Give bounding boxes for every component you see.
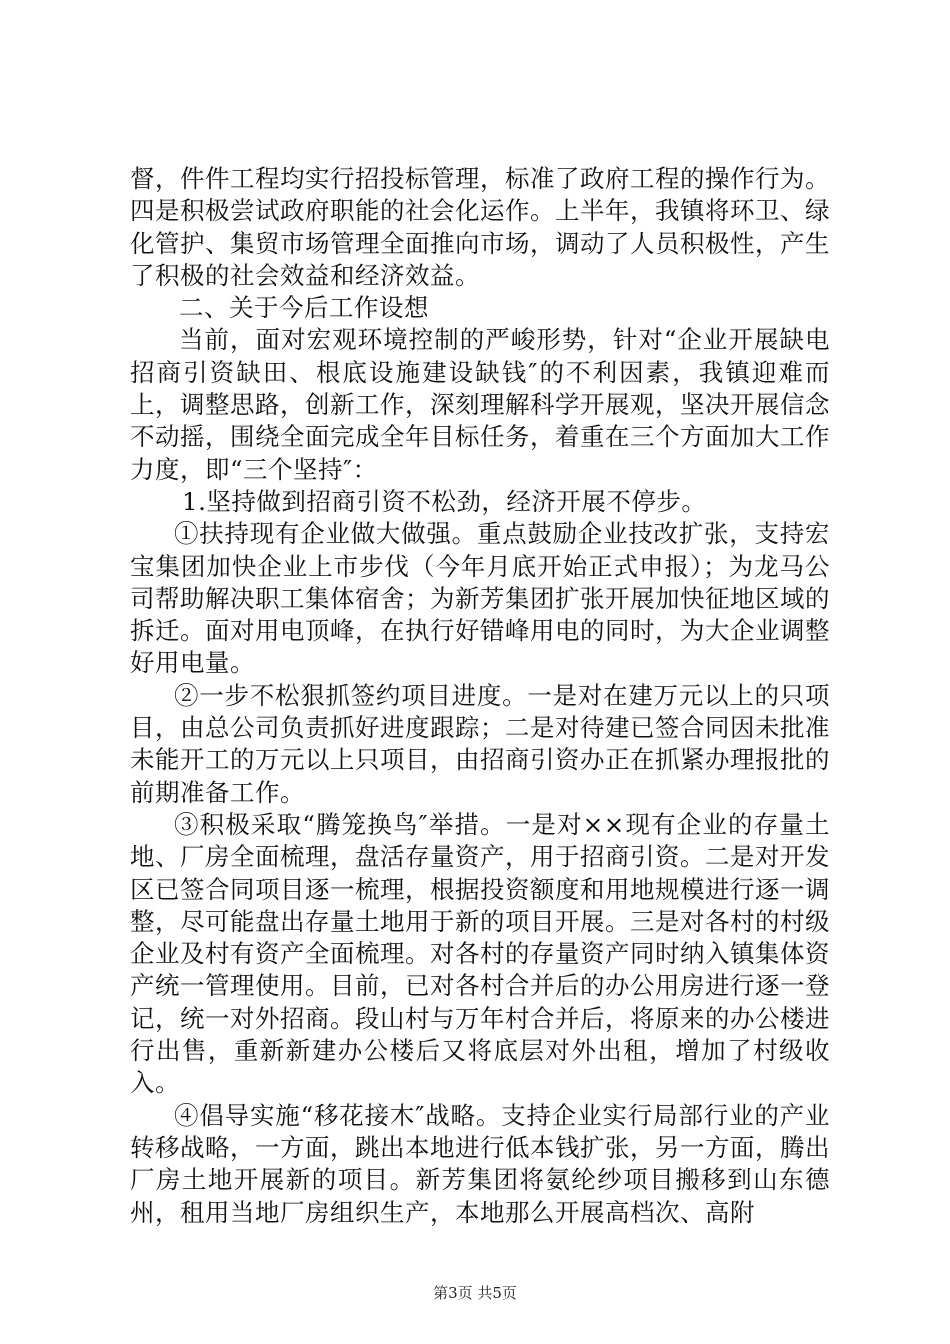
list-item: ③积极采取“腾笼换鸟″举措。一是对××现有企业的存量土地、厂房全面梳理，盘活存量资产，用于招商引资。二是对开发区已签合同项目逐一梳理，根据投资额度和用地规模进行逐一调整，尽可能盘出存量土地用于新的项目开展。三是对各村的村级企业及村有资产全面梳理。对各村的存量资产同时纳入镇集体资产统一管理使用。目前，已对各村合并后的办公用房进行逐一登记，统一对外招商。段山村与万年村合并后，将原来的办公楼进行出售，重新新建办公楼后又将底层对外出租，增加了村级收入。 [130, 809, 830, 1098]
list-item: ④倡导实施“移花接木″战略。支持企业实行局部行业的产业转移战略，一方面，跳出本地进行低本钱扩张，另一方面，腾出厂房土地开展新的项目。新芳集团将氨纶纱项目搬移到山东德州，租用当地厂房组织生产，本地那么开展高档次、高附 [130, 1100, 830, 1227]
document-body [130, 163, 830, 1229]
numbered-heading: 1.坚持做到招商引资不松劲，经济开展不停步。 [182, 486, 707, 516]
paragraph-continuation: 督，件件工程均实行招投标管理，标准了政府工程的操作行为。四是积极尝试政府职能的社会化运作。上半年，我镇将环卫、绿化管护、集贸市场管理全面推向市场，调动了人员积极性，产生了积极的社会效益和经济效益。 [130, 164, 830, 290]
list-item: ①扶持现有企业做大做强。重点鼓励企业技改扩张，支持宏宝集团加快企业上市步伐（今年月底开始正式申报）；为龙马公司帮助解决职工集体宿舍；为新芳集团扩张开展加快征地区域的拆迁。面对用电顶峰，在执行好错峰用电的同时，为大企业调整好用电量。 [130, 519, 830, 678]
section-heading: 二、关于今后工作设想 [179, 293, 429, 323]
page-footer: 第3页 共5页 [433, 1284, 517, 1302]
paragraph-intro: 当前，面对宏观环境控制的严峻形势，针对“企业开展缺电招商引资缺田、根底设施建设缺钱″的不利因素，我镇迎难而上，调整思路，创新工作，深刻理解科学开展观，坚决开展信念不动摇，围绕全面完成全年目标任务，着重在三个方面加大工作力度，即“三个坚持″： [130, 325, 830, 484]
list-item: ②一步不松狠抓签约项目进度。一是对在建万元以上的只项目，由总公司负责抓好进度跟踪；二是对待建已签合同因未批准未能开工的万元以上只项目，由招商引资办正在抓紧办理报批的前期准备工作。 [130, 680, 830, 807]
